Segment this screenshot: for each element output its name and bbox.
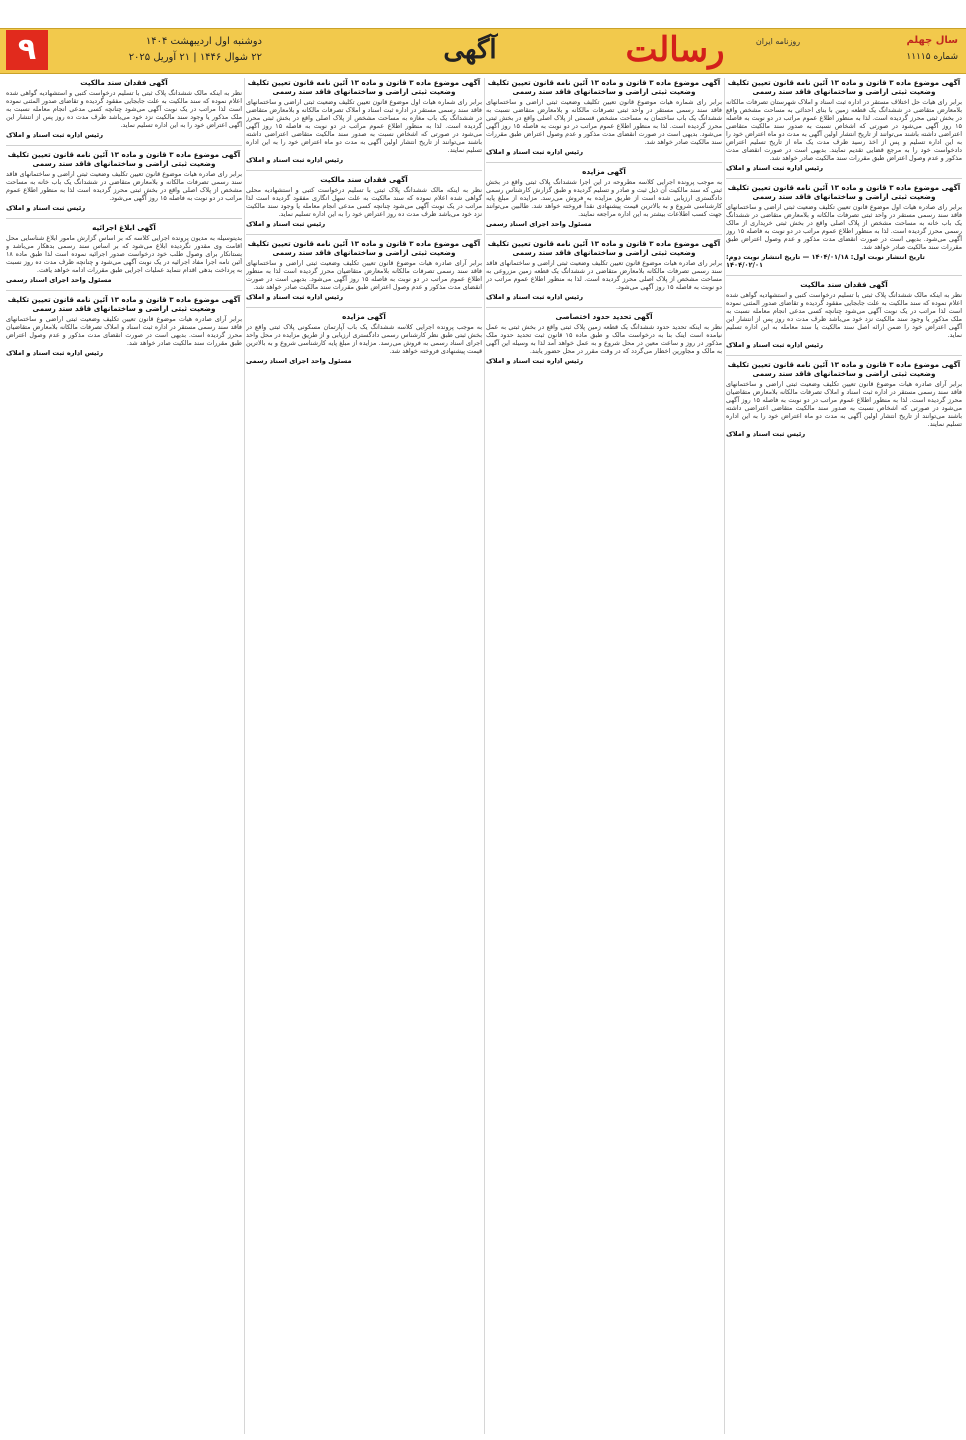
notice-body: نظر به اینکه مالک ششدانگ پلاک ثبتی با تسلیم درخواست کتبی و استشهادیه گواهی شده اعلام نموده که سند مالکیت به علت جابجایی مفقود گردیده و تقاضای صدور المثنی نموده است لذا مراتب در یک نوبت آگهی می‌شود چنانچه کسی مدعی انجام معامله نسبت به ملک مذکور یا وجود سند مالکیت نزد خود می‌باشد ظرف مدت ده روز پس از انتشار این آگهی اعتراض خود را ضمن ارائه اصل سند مالکیت یا سند معامله به این اداره تسلیم نماید. — [726, 291, 962, 339]
notice-separator — [6, 145, 242, 146]
notice-heading: آگهی موضوع ماده ۳ قانون و ماده ۱۳ آئین نامه قانون تعیین تکلیف وضعیت ثبتی اراضی و ساختمانهای فاقد سند رسمی — [7, 295, 241, 313]
notice-heading: آگهی موضوع ماده ۳ قانون و ماده ۱۳ آئین نامه قانون تعیین تکلیف وضعیت ثبتی اراضی و ساختمانهای فاقد سند رسمی — [727, 78, 961, 96]
notice-heading: آگهی ابلاغ اجرائیه — [92, 223, 156, 232]
notice-heading: آگهی موضوع ماده ۳ قانون و ماده ۱۳ آئین نامه قانون تعیین تکلیف وضعیت ثبتی اراضی و ساختمانهای فاقد سند رسمی — [727, 360, 961, 378]
notice-heading: آگهی موضوع ماده ۳ قانون و ماده ۱۳ آئین نامه قانون تعیین تکلیف وضعیت ثبتی اراضی و ساختمانهای فاقد سند رسمی — [247, 78, 481, 96]
newspaper-logo: رسالت — [625, 30, 725, 70]
notice — [726, 280, 962, 349]
notice — [6, 78, 242, 139]
notice-heading: آگهی فقدان سند مالکیت — [80, 78, 168, 87]
date-line-persian: دوشنبه اول اردیبهشت ۱۴۰۴ — [145, 36, 262, 47]
issue-date — [52, 34, 262, 68]
notice-body: به موجب پرونده اجرایی کلاسه ششدانگ یک باب آپارتمان مسکونی پلاک ثبتی واقع در بخش ثبتی طبق نظر کارشناس رسمی دادگستری ارزیابی و از طریق مزایده در محل واحد اجرای اسناد رسمی به فروش می‌رسد. مزایده از مبلغ پایه کارشناسی شروع و به بالاترین قیمت پیشنهادی فروخته خواهد شد. — [246, 323, 482, 355]
notice — [6, 295, 242, 357]
notice-heading: آگهی فقدان سند مالکیت — [800, 280, 888, 289]
notice-signature: رئیس اداره ثبت اسناد و املاک — [6, 131, 103, 139]
notice-separator — [246, 234, 482, 235]
notice-signature: رئیس اداره ثبت اسناد و املاک — [726, 164, 823, 172]
notice — [246, 78, 482, 164]
notice-heading: آگهی مزایده — [582, 167, 626, 176]
notice-signature: مسئول واحد اجرای اسناد رسمی — [486, 220, 592, 228]
notice-separator — [246, 307, 482, 308]
notice-body: برابر رای صادره هیات اول موضوع قانون تعیین تکلیف وضعیت ثبتی اراضی و ساختمانهای فاقد سند رسمی مستقر در واحد ثبتی تصرفات مالکانه و بلامعارض متقاضی در ششدانگ یک باب خانه به مساحت مشخص از پلاک اصلی واقع در بخش ثبتی خریداری از مالک رسمی محرز گردیده است. لذا به منظور اطلاع عموم مراتب در دو نوبت به فاصله ۱۵ روز آگهی می‌شود. بدیهی است در صورت انقضای مدت مذکور و عدم وصول اعتراض طبق مقررات سند مالکیت صادر خواهد شد. — [726, 203, 962, 251]
notice-signature: رئیس ثبت اسناد و املاک — [726, 430, 806, 438]
notice-body: نظر به اینکه مالک ششدانگ پلاک ثبتی با تسلیم درخواست کتبی و استشهادیه گواهی شده اعلام نموده که سند مالکیت به علت جابجایی مفقود گردیده و تقاضای صدور المثنی نموده است لذا مراتب در یک نوبت آگهی می‌شود چنانچه کسی مدعی انجام معامله نسبت به ملک مذکور یا وجود سند مالکیت نزد خود می‌باشد ظرف مدت ده روز پس از انتشار این آگهی اعتراض خود را به این اداره تسلیم نماید. — [6, 89, 242, 129]
notice — [486, 78, 722, 156]
notice-signature: مسئول واحد اجرای اسناد رسمی — [6, 276, 112, 284]
issue-number: شماره ۱۱۱۱۵ — [906, 52, 958, 62]
notice-heading: آگهی فقدان سند مالکیت — [320, 175, 408, 184]
notice-signature: رئیس ثبت اسناد و املاک — [6, 204, 86, 212]
issue-year: سال چهلم — [906, 35, 958, 46]
notice — [486, 312, 722, 365]
logo-tagline: روزنامه ایران — [755, 37, 801, 46]
notice — [246, 175, 482, 228]
notice — [726, 360, 962, 438]
notices-columns — [4, 78, 962, 1434]
notice — [6, 223, 242, 284]
column-1 — [726, 78, 962, 1434]
notice-separator — [246, 170, 482, 171]
notice — [486, 239, 722, 301]
notice-signature: رئیس اداره ثبت اسناد و املاک — [726, 341, 823, 349]
column-4 — [6, 78, 242, 1434]
notice-body: برابر رای هیات حل اختلاف مستقر در اداره ثبت اسناد و املاک شهرستان تصرفات مالکانه بلامعارض متقاضی در ششدانگ یک قطعه زمین با بنای احداثی به مساحت مشخص واقع در بخش ثبتی محرز گردیده است. لذا به منظور اطلاع عموم مراتب در دو نوبت به فاصله ۱۵ روز آگهی می‌شود در صورتی که اشخاص نسبت به صدور سند مالکیت متقاضی اعتراضی داشته باشند می‌توانند از تاریخ انتشار اولین آگهی به مدت دو ماه اعتراض خود را به این اداره تسلیم و پس از اخذ رسید ظرف مدت یک ماه از تاریخ تسلیم اعتراض دادخواست خود را به مرجع قضایی تقدیم نمایند. بدیهی است در صورت انقضای مدت مذکور و عدم وصول اعتراض طبق مقررات سند مالکیت صادر خواهد شد. — [726, 98, 962, 162]
notice-heading: آگهی موضوع ماده ۳ قانون و ماده ۱۳ آئین نامه قانون تعیین تکلیف وضعیت ثبتی اراضی و ساختمانهای فاقد سند رسمی — [247, 239, 481, 257]
notice-signature: رئیس اداره ثبت اسناد و املاک — [246, 293, 343, 301]
notice-body: برابر رای شماره هیات موضوع قانون تعیین تکلیف وضعیت ثبتی اراضی و ساختمانهای فاقد سند رسمی مستقر در واحد ثبتی تصرفات مالکانه و بلامعارض متقاضی نسبت به ششدانگ یک باب ساختمان به مساحت مشخص قسمتی از پلاک اصلی واقع در بخش ثبتی محرز گردیده است. لذا به منظور اطلاع عموم مراتب در دو نوبت به فاصله ۱۵ روز آگهی می‌شود. بدیهی است در صورت انقضای مدت مذکور و عدم وصول اعتراض طبق مقررات سند مالکیت صادر خواهد شد. — [486, 98, 722, 146]
notice-separator — [726, 178, 962, 179]
column-divider — [724, 78, 725, 1434]
notice — [726, 78, 962, 172]
notice-separator — [486, 162, 722, 163]
date-line-hijri-gregorian: ۲۲ شوال ۱۴۴۶ | ۲۱ آوریل ۲۰۲۵ — [128, 52, 262, 63]
notice-signature: تاریخ انتشار نوبت اول: ۱۴۰۴/۰۱/۱۸ — تاریخ انتشار نوبت دوم: ۱۴۰۴/۰۲/۰۱ — [726, 253, 925, 269]
notice-body: به موجب پرونده اجرایی کلاسه مطروحه در این اجرا ششدانگ پلاک ثبتی واقع در بخش ثبتی که سند مالکیت آن ذیل ثبت و صادر و تسلیم گردیده و طبق گزارش کارشناس رسمی دادگستری ارزیابی شده است از طریق مزایده به فروش می‌رسد. مزایده از مبلغ پایه کارشناسی شروع و به بالاترین قیمت پیشنهادی نقداً فروخته خواهد شد. طالبین می‌توانند جهت کسب اطلاعات بیشتر به این اداره مراجعه نمایند. — [486, 178, 722, 218]
notice-body: برابر آرای صادره هیات موضوع قانون تعیین تکلیف وضعیت ثبتی اراضی و ساختمانهای فاقد سند رسمی مستقر در اداره ثبت اسناد و املاک تصرفات مالکانه بلامعارض متقاضیان محرز گردیده است. بدیهی است در صورت انقضای مدت مذکور و عدم وصول اعتراض طبق مقررات سند مالکیت صادر خواهد شد. — [6, 315, 242, 347]
notice-heading: آگهی موضوع ماده ۳ قانون و ماده ۱۳ آئین نامه قانون تعیین تکلیف وضعیت ثبتی اراضی و ساختمانهای فاقد سند رسمی — [7, 150, 241, 168]
notice-signature: رئیس ثبت اسناد و املاک — [246, 220, 326, 228]
notice-signature: مسئول واحد اجرای اسناد رسمی — [246, 357, 352, 365]
notice-body: برابر رای شماره هیات اول موضوع قانون تعیین تکلیف وضعیت ثبتی اراضی و ساختمانهای فاقد سند رسمی مستقر در اداره ثبت اسناد و املاک تصرفات مالکانه و بلامعارض متقاضی در ششدانگ یک باب مغازه به مساحت مشخص از پلاک اصلی واقع در بخش ثبتی محرز گردیده است. لذا به منظور اطلاع عموم مراتب در دو نوبت به فاصله ۱۵ روز آگهی می‌شود در صورتی که اشخاص نسبت به صدور سند مالکیت متقاضی اعتراضی داشته باشند می‌توانند از تاریخ انتشار اولین آگهی به مدت دو ماه اعتراض خود را به این اداره تسلیم نمایند. — [246, 98, 482, 154]
notice — [726, 183, 962, 269]
notice-signature: رئیس اداره ثبت اسناد و املاک — [486, 293, 583, 301]
notice-heading: آگهی موضوع ماده ۳ قانون و ماده ۱۳ آئین نامه قانون تعیین تکلیف وضعیت ثبتی اراضی و ساختمانهای فاقد سند رسمی — [487, 78, 721, 96]
issue-info — [818, 32, 958, 68]
notice — [246, 312, 482, 365]
notice-heading: آگهی موضوع ماده ۳ قانون و ماده ۱۳ آئین نامه قانون تعیین تکلیف وضعیت ثبتی اراضی و ساختمانهای فاقد سند رسمی — [727, 183, 961, 201]
notice — [246, 239, 482, 301]
column-divider — [484, 78, 485, 1434]
column-divider — [244, 78, 245, 1434]
notice-body: بدینوسیله به مدیون پرونده اجرایی کلاسه که بر اساس گزارش مامور ابلاغ شناسایی محل اقامت وی مقدور نگردیده ابلاغ می‌شود که بر اساس سند رسمی بدهکار می‌باشد و بستانکار برای وصول طلب خود درخواست صدور اجرائیه نموده است لذا طبق ماده ۱۸ آئین نامه اجرا مفاد اجرائیه در یک نوبت آگهی می‌شود و چنانچه ظرف مدت ده روز نسبت به پرداخت بدهی اقدام ننماید عملیات اجرایی طبق مقررات ادامه خواهد یافت. — [6, 234, 242, 274]
notice-separator — [726, 355, 962, 356]
notice-body: برابر آرای صادره هیات موضوع قانون تعیین تکلیف وضعیت ثبتی اراضی و ساختمانهای فاقد سند رسمی مستقر در اداره ثبت اسناد و املاک تصرفات مالکانه بلامعارض متقاضیان محرز گردیده است. لذا به منظور اطلاع عموم مراتب در دو نوبت به فاصله ۱۵ روز آگهی می‌شود در صورتی که اشخاص نسبت به صدور سند مالکیت متقاضی اعتراضی داشته باشند می‌توانند از تاریخ انتشار اولین آگهی به مدت دو ماه اعتراض خود را به این اداره تسلیم نمایند. — [726, 380, 962, 428]
notice-body: برابر آرای صادره هیات موضوع قانون تعیین تکلیف وضعیت ثبتی اراضی و ساختمانهای فاقد سند رسمی تصرفات مالکانه بلامعارض متقاضیان محرز گردیده است لذا به منظور اطلاع عموم مراتب در دو نوبت به فاصله ۱۵ روز آگهی می‌شود. بدیهی است در صورت انقضای مدت مذکور و عدم وصول اعتراض طبق مقررات سند مالکیت صادر خواهد شد. — [246, 259, 482, 291]
notice-heading: آگهی موضوع ماده ۳ قانون و ماده ۱۳ آئین نامه قانون تعیین تکلیف وضعیت ثبتی اراضی و ساختمانهای فاقد سند رسمی — [487, 239, 721, 257]
notice-signature: رئیس اداره ثبت اسناد و املاک — [486, 357, 583, 365]
notice-separator — [486, 234, 722, 235]
notice-separator — [486, 307, 722, 308]
notice-signature: رئیس اداره ثبت اسناد و املاک — [6, 349, 103, 357]
notice-separator — [6, 290, 242, 291]
column-2 — [486, 78, 722, 1434]
notice-body: برابر رای صادره هیات موضوع قانون تعیین تکلیف وضعیت ثبتی اراضی و ساختمانهای فاقد سند رسمی تصرفات مالکانه بلامعارض متقاضی در ششدانگ یک قطعه زمین مزروعی به مساحت مشخص از پلاک اصلی محرز گردیده است. لذا به منظور اطلاع عموم مراتب در دو نوبت به فاصله ۱۵ روز آگهی می‌شود. — [486, 259, 722, 291]
section-title: آگهی — [443, 35, 497, 65]
notice-heading: آگهی مزایده — [342, 312, 386, 321]
notice — [486, 167, 722, 228]
notice-body: برابر رای صادره هیات موضوع قانون تعیین تکلیف وضعیت ثبتی اراضی و ساختمانهای فاقد سند رسمی تصرفات مالکانه و بلامعارض متقاضی در ششدانگ یک باب خانه به مساحت مشخص از پلاک اصلی واقع در بخش ثبتی محرز گردیده است لذا به منظور اطلاع عموم مراتب در دو نوبت به فاصله ۱۵ روز آگهی می‌شود. — [6, 170, 242, 202]
notice-body: نظر به اینکه مالک ششدانگ پلاک ثبتی با تسلیم درخواست کتبی و استشهادیه محلی گواهی شده اعلام نموده که سند مالکیت به علت سهل انگاری مفقود گردیده است لذا مراتب در یک نوبت آگهی می‌شود چنانچه کسی مدعی انجام معامله یا وجود سند مالکیت نزد خود می‌باشد ظرف مدت ده روز اعتراض خود را به این اداره تسلیم نماید. — [246, 186, 482, 218]
notice-heading: آگهی تحدید حدود اختصاصی — [555, 312, 653, 321]
notice-separator — [726, 275, 962, 276]
notice-body: نظر به اینکه تحدید حدود ششدانگ یک قطعه زمین پلاک ثبتی واقع در بخش ثبتی به عمل نیامده است اینک بنا به درخواست مالک و طبق ماده ۱۵ قانون ثبت تحدید حدود ملک مذکور در روز و ساعت معین در محل شروع و به عمل خواهد آمد لذا به وسیله این آگهی به مالک و مجاورین اخطار می‌گردد که در وقت مقرر در محل حضور یابند. — [486, 323, 722, 355]
notice-signature: رئیس اداره ثبت اسناد و املاک — [246, 156, 343, 164]
notice-signature: رئیس اداره ثبت اسناد و املاک — [486, 148, 583, 156]
column-3 — [246, 78, 482, 1434]
notice — [6, 150, 242, 212]
page-number: ۹ — [6, 30, 48, 70]
notice-separator — [6, 218, 242, 219]
